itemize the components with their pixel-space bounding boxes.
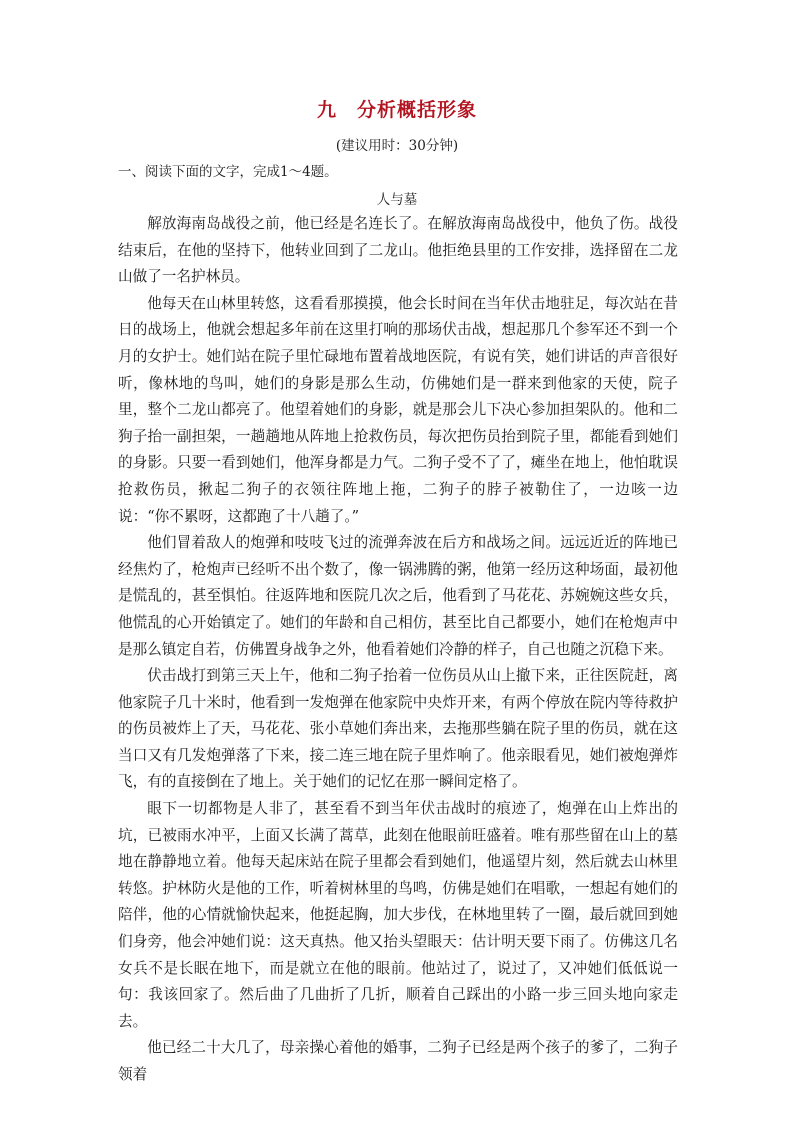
- page-title: 九 分析概括形象: [316, 99, 477, 121]
- paragraph: 他已经二十大几了，母亲操心着他的婚事，二狗子已经是两个孩子的爹了，二狗子领着: [118, 1039, 678, 1083]
- paragraph: 他们冒着敌人的炮弹和吱吱飞过的流弹奔波在后方和战场之间。远远近近的阵地已经焦灼了，枪炮声已经听不出个数了，像一锅沸腾的粥，他第一经历这种场面，最初他是慌乱的，甚至惧怕。往返阵地和医院几次之后，他看到了马花花、苏婉婉这些女兵，他慌乱的心开始镇定了。她们的年龄和自己相仿，甚至比自己都要小，她们在枪炮声中是那么镇定自若，仿佛置身战争之外，他看着她们冷静的样子，自己也随之沉稳下来。: [118, 534, 678, 658]
- story-body: [118, 211, 678, 1089]
- story-title: 人与墓: [376, 192, 418, 208]
- question-instruction: 一、阅读下面的文字，完成1～4题。: [118, 164, 338, 180]
- time-suggestion: (建议用时：30分钟): [335, 138, 459, 154]
- paragraph: 他每天在山林里转悠，这看看那摸摸，他会长时间在当年伏击地驻足，每次站在昔日的战场上，他就会想起多年前在这里打响的那场伏击战，想起那几个参军还不到一个月的女护士。她们站在院子里忙碌地布置着战地医院，有说有笑，她们讲话的声音很好听，像林地的鸟叫，她们的身影是那么生动，仿佛她们是一群来到他家的天使，院子里，整个二龙山都亮了。他望着她们的身影，就是那会儿下决心参加担架队的。他和二狗子抬一副担架，一趟趟地从阵地上抢救伤员，每次把伤员抬到院子里，都能看到她们的身影。只要一看到她们，他浑身都是力气。二狗子受不了了，瘫坐在地上，他怕耽误抢救伤员，揪起二狗子的衣领往阵地上拖，二狗子的脖子被勒住了，一边咳一边说：“你不累呀，这都跑了十八趟了。”: [118, 294, 678, 525]
- paragraph: 眼下一切都物是人非了，甚至看不到当年伏击战时的痕迹了，炮弹在山上炸出的坑，已被雨水冲平，上面又长满了蒿草，此刻在他眼前旺盛着。唯有那些留在山上的墓地在静静地立着。他每天起床站在院子里都会看到她们，他遥望片刻，然后就去山林里转悠。护林防火是他的工作，听着树林里的鸟鸣，仿佛是她们在唱歌，一想起有她们的陪伴，他的心情就愉快起来，他挺起胸，加大步伐，在林地里转了一圈，最后就回到她们身旁，他会冲她们说：这天真热。他又抬头望眼天：估计明天要下雨了。仿佛这几名女兵不是长眠在地下，而是就立在他的眼前。他站过了，说过了，又冲她们低低说一句：我该回家了。然后曲了几曲折了几折，顺着自己踩出的小路一步三回头地向家走去。: [118, 800, 678, 1030]
- paragraph: 伏击战打到第三天上午，他和二狗子抬着一位伤员从山上撤下来，正往医院赶，离他家院子几十米时，他看到一发炮弹在他家院中央炸开来，有两个停放在院内等待救护的伤员被炸上了天，马花花、张小草她们奔出来，去拖那些躺在院子里的伤员，就在这当口又有几发炮弹落了下来，接二连三地在院子里炸响了。他亲眼看见，她们被炮弹炸飞，有的直接倒在了地上。关于她们的记忆在那一瞬间定格了。: [118, 667, 678, 791]
- paragraph: 解放海南岛战役之前，他已经是名连长了。在解放海南岛战役中，他负了伤。战役结束后，在他的坚持下，他转业回到了二龙山。他拒绝县里的工作安排，选择留在二龙山做了一名护林员。: [118, 215, 678, 286]
